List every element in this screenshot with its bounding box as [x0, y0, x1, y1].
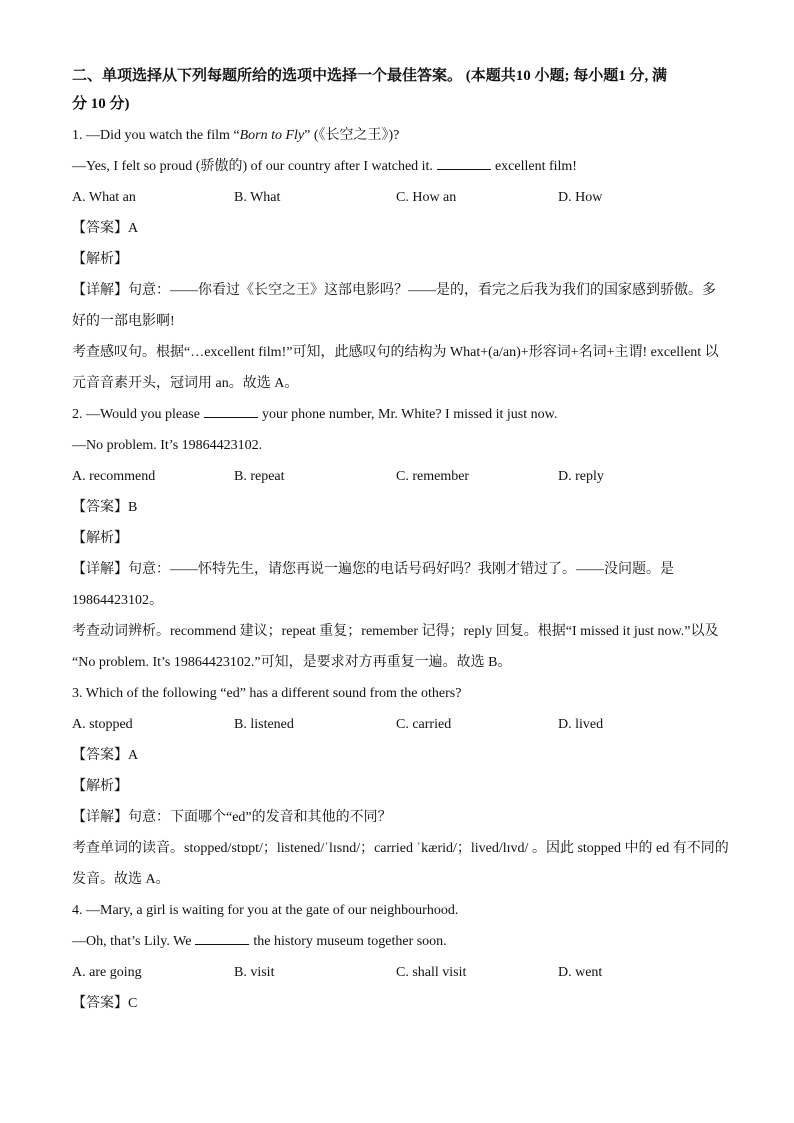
section-title-line2: 分 10 分): [72, 96, 130, 112]
option-c: C. How an: [396, 190, 457, 205]
question-1-options: [72, 182, 732, 213]
option-a: A. What an: [72, 190, 136, 205]
question-4-options: [72, 957, 732, 988]
option-d: D. went: [558, 965, 603, 980]
analysis-label: 【解析】: [72, 779, 128, 794]
question-3-stem: 3. Which of the following “ed” has a different sound from the others?: [72, 686, 462, 701]
option-c: C. remember: [396, 469, 470, 484]
explain-line-1: 考查单词的读音。stopped/stɒpt/；listened/ˈlɪsnd/；carried ˈkærid/；lived/lɪvd/ 。因此 stopped 中的 ed 有不同的: [72, 841, 729, 856]
option-a: A. are going: [72, 965, 142, 980]
detail-line-1: 【详解】句意：——你看过《长空之王》这部电影吗？——是的，看完之后我为我们的国家感到骄傲。多: [72, 283, 716, 298]
option-d: D. reply: [558, 469, 604, 484]
option-d: D. lived: [558, 717, 604, 732]
document-page: [72, 62, 732, 1019]
question-2-stem: 2. —Would you please your phone number, Mr. White? I missed it just now.: [72, 407, 558, 422]
answer-blank: [437, 157, 491, 170]
option-b: B. listened: [234, 717, 294, 732]
question-4-reply: —Oh, that’s Lily. We the history museum together soon.: [72, 934, 447, 949]
answer-line: 【答案】B: [72, 500, 138, 515]
explain-line-2: “No problem. It’s 19864423102.”可知，是要求对方再重复一遍。故选 B。: [72, 655, 512, 670]
detail-line-2: 好的一部电影啊!: [72, 314, 175, 329]
question-2-options: [72, 461, 732, 492]
answer-value: C: [128, 996, 138, 1011]
film-title: Born to Fly: [239, 128, 305, 143]
analysis-label: 【解析】: [72, 531, 128, 546]
question-2-reply: —No problem. It’s 19864423102.: [72, 438, 263, 453]
question-3: [72, 678, 732, 895]
explain-line-1: 考查感叹句。根据“…excellent film!”可知，此感叹句的结构为 What+(a/an)+形容词+名词+主谓! excellent 以: [72, 345, 719, 360]
detail-line-1: 【详解】句意：下面哪个“ed”的发音和其他的不同？: [72, 810, 392, 825]
answer-line: 【答案】A: [72, 748, 139, 763]
option-a: A. recommend: [72, 469, 156, 484]
question-1: [72, 120, 732, 399]
question-3-options: [72, 709, 732, 740]
answer-value: A: [128, 748, 139, 763]
detail-line-2: 19864423102。: [72, 593, 163, 608]
answer-line: 【答案】A: [72, 221, 139, 236]
option-c: C. carried: [396, 717, 452, 732]
question-1-stem: 1. —Did you watch the film “Born to Fly” (《长空之王》)?: [72, 128, 400, 143]
explain-line-2: 发音。故选 A。: [72, 872, 170, 887]
answer-line: 【答案】C: [72, 996, 138, 1011]
answer-value: B: [128, 500, 138, 515]
explain-line-2: 元音音素开头，冠词用 an。故选 A。: [72, 376, 299, 391]
option-b: B. repeat: [234, 469, 285, 484]
answer-blank: [195, 932, 249, 945]
section-title: [72, 62, 732, 118]
question-2: [72, 399, 732, 678]
explain-line-1: 考查动词辨析。recommend 建议；repeat 重复；remember 记得；reply 回复。根据“I missed it just now.”以及: [72, 624, 719, 639]
question-1-reply: —Yes, I felt so proud (骄傲的) of our country after I watched it. excellent film!: [72, 159, 577, 174]
option-c: C. shall visit: [396, 965, 467, 980]
detail-line-1: 【详解】句意：——怀特先生，请您再说一遍您的电话号码好吗？我刚才错过了。——没问题。是: [72, 562, 674, 577]
question-4: [72, 895, 732, 1019]
option-a: A. stopped: [72, 717, 133, 732]
option-d: D. How: [558, 190, 603, 205]
section-title-line1: 二、单项选择从下列每题所给的选项中选择一个最佳答案。 (本题共10 小题; 每小题1 分, 满: [72, 68, 667, 84]
answer-value: A: [128, 221, 139, 236]
option-b: B. visit: [234, 965, 275, 980]
question-4-stem: 4. —Mary, a girl is waiting for you at the gate of our neighbourhood.: [72, 903, 459, 918]
analysis-label: 【解析】: [72, 252, 128, 267]
answer-blank: [204, 405, 258, 418]
option-b: B. What: [234, 190, 281, 205]
